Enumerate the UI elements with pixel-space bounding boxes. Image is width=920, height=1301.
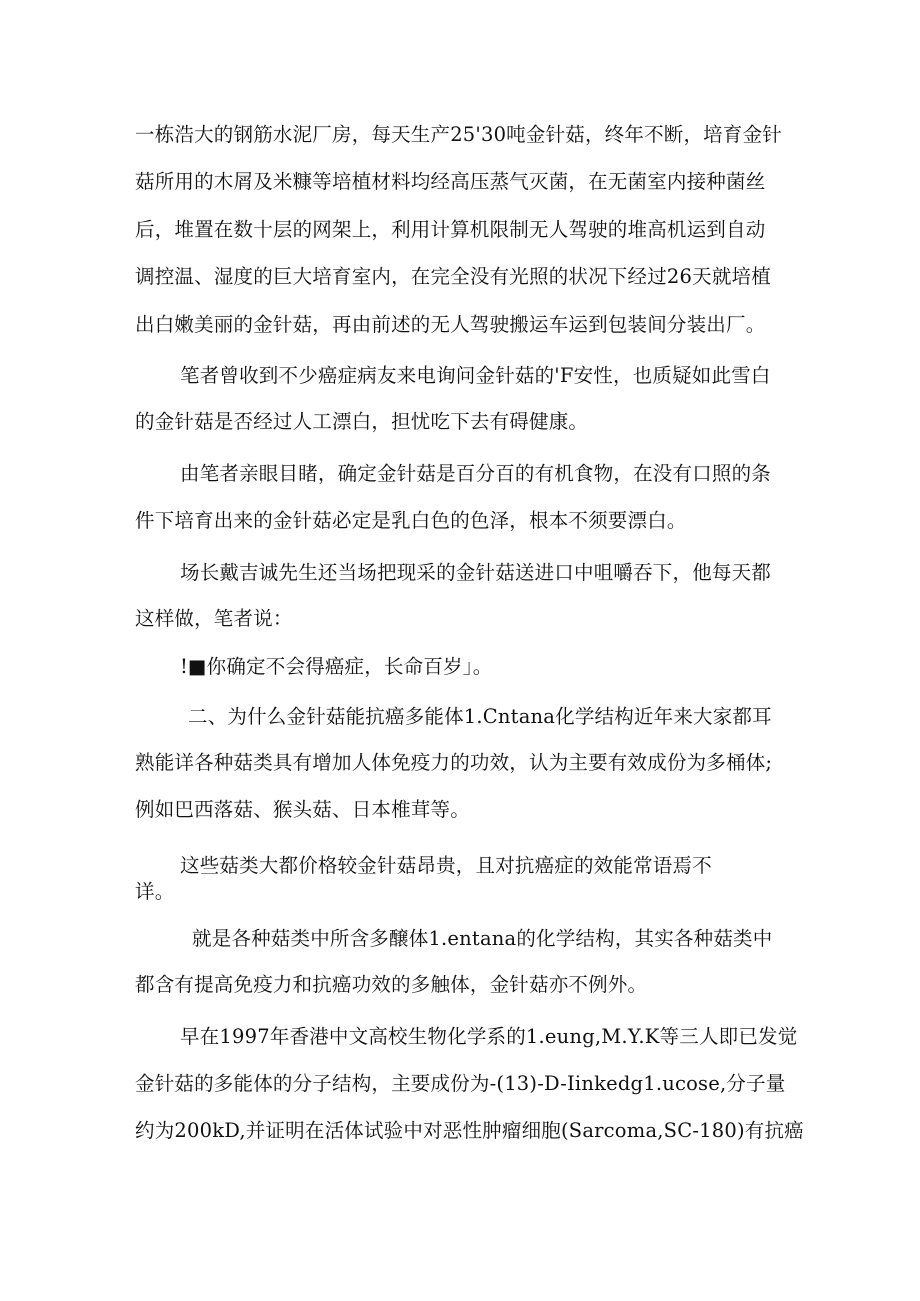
text-line: 场长戴吉诚先生还当场把现采的金针菇送进口中咀嚼吞下，他每天都 <box>180 561 772 584</box>
text-line: 金针菇的多能体的分子结构，主要成份为-(13)-D-Iinkedg1.ucose,分子量 <box>135 1072 786 1095</box>
text-line: 这些菇类大都价格较金针菇昂贵，且对抗癌症的效能常语焉不 <box>180 854 712 877</box>
text-line: 菇所用的木屑及米糠等培植材料均经高压蒸气灭菌，在无菌室内接种菌丝 <box>135 170 766 193</box>
text-line: 熟能详各种菇类具有增加人体免疫力的功效，认为主要有效成份为多桶体; <box>135 751 773 774</box>
text-line: 都含有提高免疫力和抗癌功效的多触体，金针菇亦不例外。 <box>135 973 648 996</box>
text-line: 这样做，笔者说： <box>135 607 293 630</box>
text-line: 详。 <box>135 880 175 903</box>
text-line: 早在1997年香港中文高校生物化学系的1.eung,M.Y.K等三人即已发觉 <box>180 1025 798 1048</box>
text-line: 一栋浩大的钢筋水泥厂房，每天生产25'30吨金针菇，终年不断，培育金针 <box>135 123 782 146</box>
text-line: 由笔者亲眼目睹，确定金针菇是百分百的有机食物，在没有口照的条 <box>180 462 772 485</box>
text-line: 调控温、湿度的巨大培育室内，在完全没有光照的状况下经过26天就培植 <box>135 265 771 288</box>
text-line: 就是各种菇类中所含多醸体1.entana的化学结构，其实各种菇类中 <box>192 927 773 950</box>
text-line: 的金针菇是否经过人工漂白，担忧吃下去有碍健康。 <box>135 410 589 433</box>
text-line: 约为200kD,并证明在活体试验中对恶性肿瘤细胞(Sarcoma,SC-180)有抗癌 <box>135 1119 804 1142</box>
text-line: 件下培育出来的金针菇必定是乳白色的色泽，根本不须要漂白。 <box>135 509 687 532</box>
text-line: 出白嫩美丽的金针菇，再由前述的无人驾驶搬运车运到包装间分装出厂。 <box>135 313 766 336</box>
text-line: 后，堆置在数十层的网架上，利用计算机限制无人驾驶的堆高机运到自动 <box>135 218 766 241</box>
text-line: 例如巴西落菇、猴头菇、日本椎茸等。 <box>135 798 470 821</box>
text-line: 二、为什么金针菇能抗癌多能体1.Cntana化学结构近年来大家都耳 <box>188 705 772 728</box>
text-line: !■你确定不会得癌症，长命百岁」。 <box>180 655 493 678</box>
text-line: 笔者曾收到不少癌症病友来电询问金针菇的'F安性，也质疑如此雪白 <box>180 364 771 387</box>
